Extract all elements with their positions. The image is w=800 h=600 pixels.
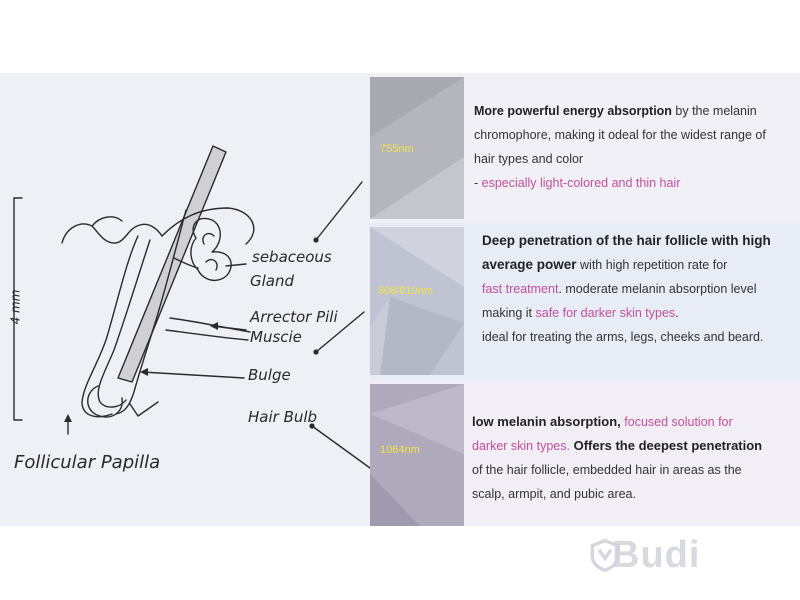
nm-label-1064: 1064nm xyxy=(380,444,420,456)
desc-755-dash: - xyxy=(474,176,482,190)
connector-dot-808 xyxy=(313,349,318,354)
connector-dot-755 xyxy=(313,237,318,242)
label-gland: Gland xyxy=(250,272,295,290)
label-follicular-papilla: Follicular Papilla xyxy=(14,452,161,473)
description-755 xyxy=(474,99,766,195)
watermark: Budi xyxy=(612,534,701,576)
arrector-pili-muscle-lower xyxy=(166,330,248,340)
arrector-pili-muscle xyxy=(170,318,250,332)
desc-808-l4a: making it xyxy=(482,306,536,320)
desc-1064-l4: scalp, armpit, and pubic area. xyxy=(472,487,636,501)
band-1064nm xyxy=(370,380,800,526)
follicle-outer-left xyxy=(82,236,138,417)
band-808nm xyxy=(370,223,800,380)
band-755nm xyxy=(370,73,800,223)
swatch-808nm xyxy=(370,227,464,375)
connector-1064 xyxy=(312,426,370,468)
connector-755 xyxy=(316,182,362,240)
label-bulge: Bulge xyxy=(248,366,291,384)
arrow-arrector-head xyxy=(210,322,218,330)
arrow-papilla-head xyxy=(64,414,72,422)
label-scale: 4 mm xyxy=(8,289,23,325)
pointer-gland xyxy=(226,264,246,266)
description-1064 xyxy=(472,410,762,506)
nm-label-755: 755nm xyxy=(380,143,414,155)
desc-1064-pink2: darker skin types. xyxy=(472,439,570,453)
description-808 xyxy=(482,229,771,349)
desc-808-l3: . moderate melanin absorption level xyxy=(558,282,757,296)
desc-808-pink1: fast treatment xyxy=(482,282,559,296)
desc-1064-l3: of the hair follicle, embedded hair in areas as the xyxy=(472,463,742,477)
desc-755-l2: chromophore, making it odeal for the widest range of xyxy=(474,128,766,142)
label-hair-bulb: Hair Bulb xyxy=(248,408,318,426)
skin-surface-line xyxy=(62,224,162,243)
desc-808-bold1: Deep penetration of the hair follicle with high xyxy=(482,233,771,248)
desc-1064-pink1: focused solution for xyxy=(620,415,733,429)
label-muscle: Muscie xyxy=(250,328,302,346)
desc-808-pink2: safe for darker skin types xyxy=(535,306,676,320)
nm-label-808: 808/810nm xyxy=(378,285,434,297)
desc-808-l2: with high repetition rate for xyxy=(576,258,728,272)
pointer-bulge xyxy=(142,372,244,378)
desc-755-bold: More powerful energy absorption xyxy=(474,104,672,118)
desc-808-l4b: . xyxy=(675,306,679,320)
desc-755-pink: especially light-colored and thin hair xyxy=(481,176,681,190)
hair-bulb-bracket xyxy=(130,402,158,416)
sebaceous-gland-shape xyxy=(191,218,231,280)
desc-1064-bold1: low melanin absorption, xyxy=(472,414,621,429)
label-arrector-pili: Arrector Pili xyxy=(250,308,338,326)
epidermis-line xyxy=(92,217,122,226)
desc-808-l5: ideal for treating the arms, legs, cheeks and beard. xyxy=(482,330,764,344)
desc-755-l3: hair types and color xyxy=(474,152,584,166)
desc-755-l1: by the melanin xyxy=(671,104,757,118)
hair-bulb-curve xyxy=(88,386,122,417)
desc-808-bold2: average power xyxy=(482,257,577,272)
desc-1064-bold2: Offers the deepest penetration xyxy=(569,438,763,453)
label-sebaceous: sebaceous xyxy=(252,248,332,266)
